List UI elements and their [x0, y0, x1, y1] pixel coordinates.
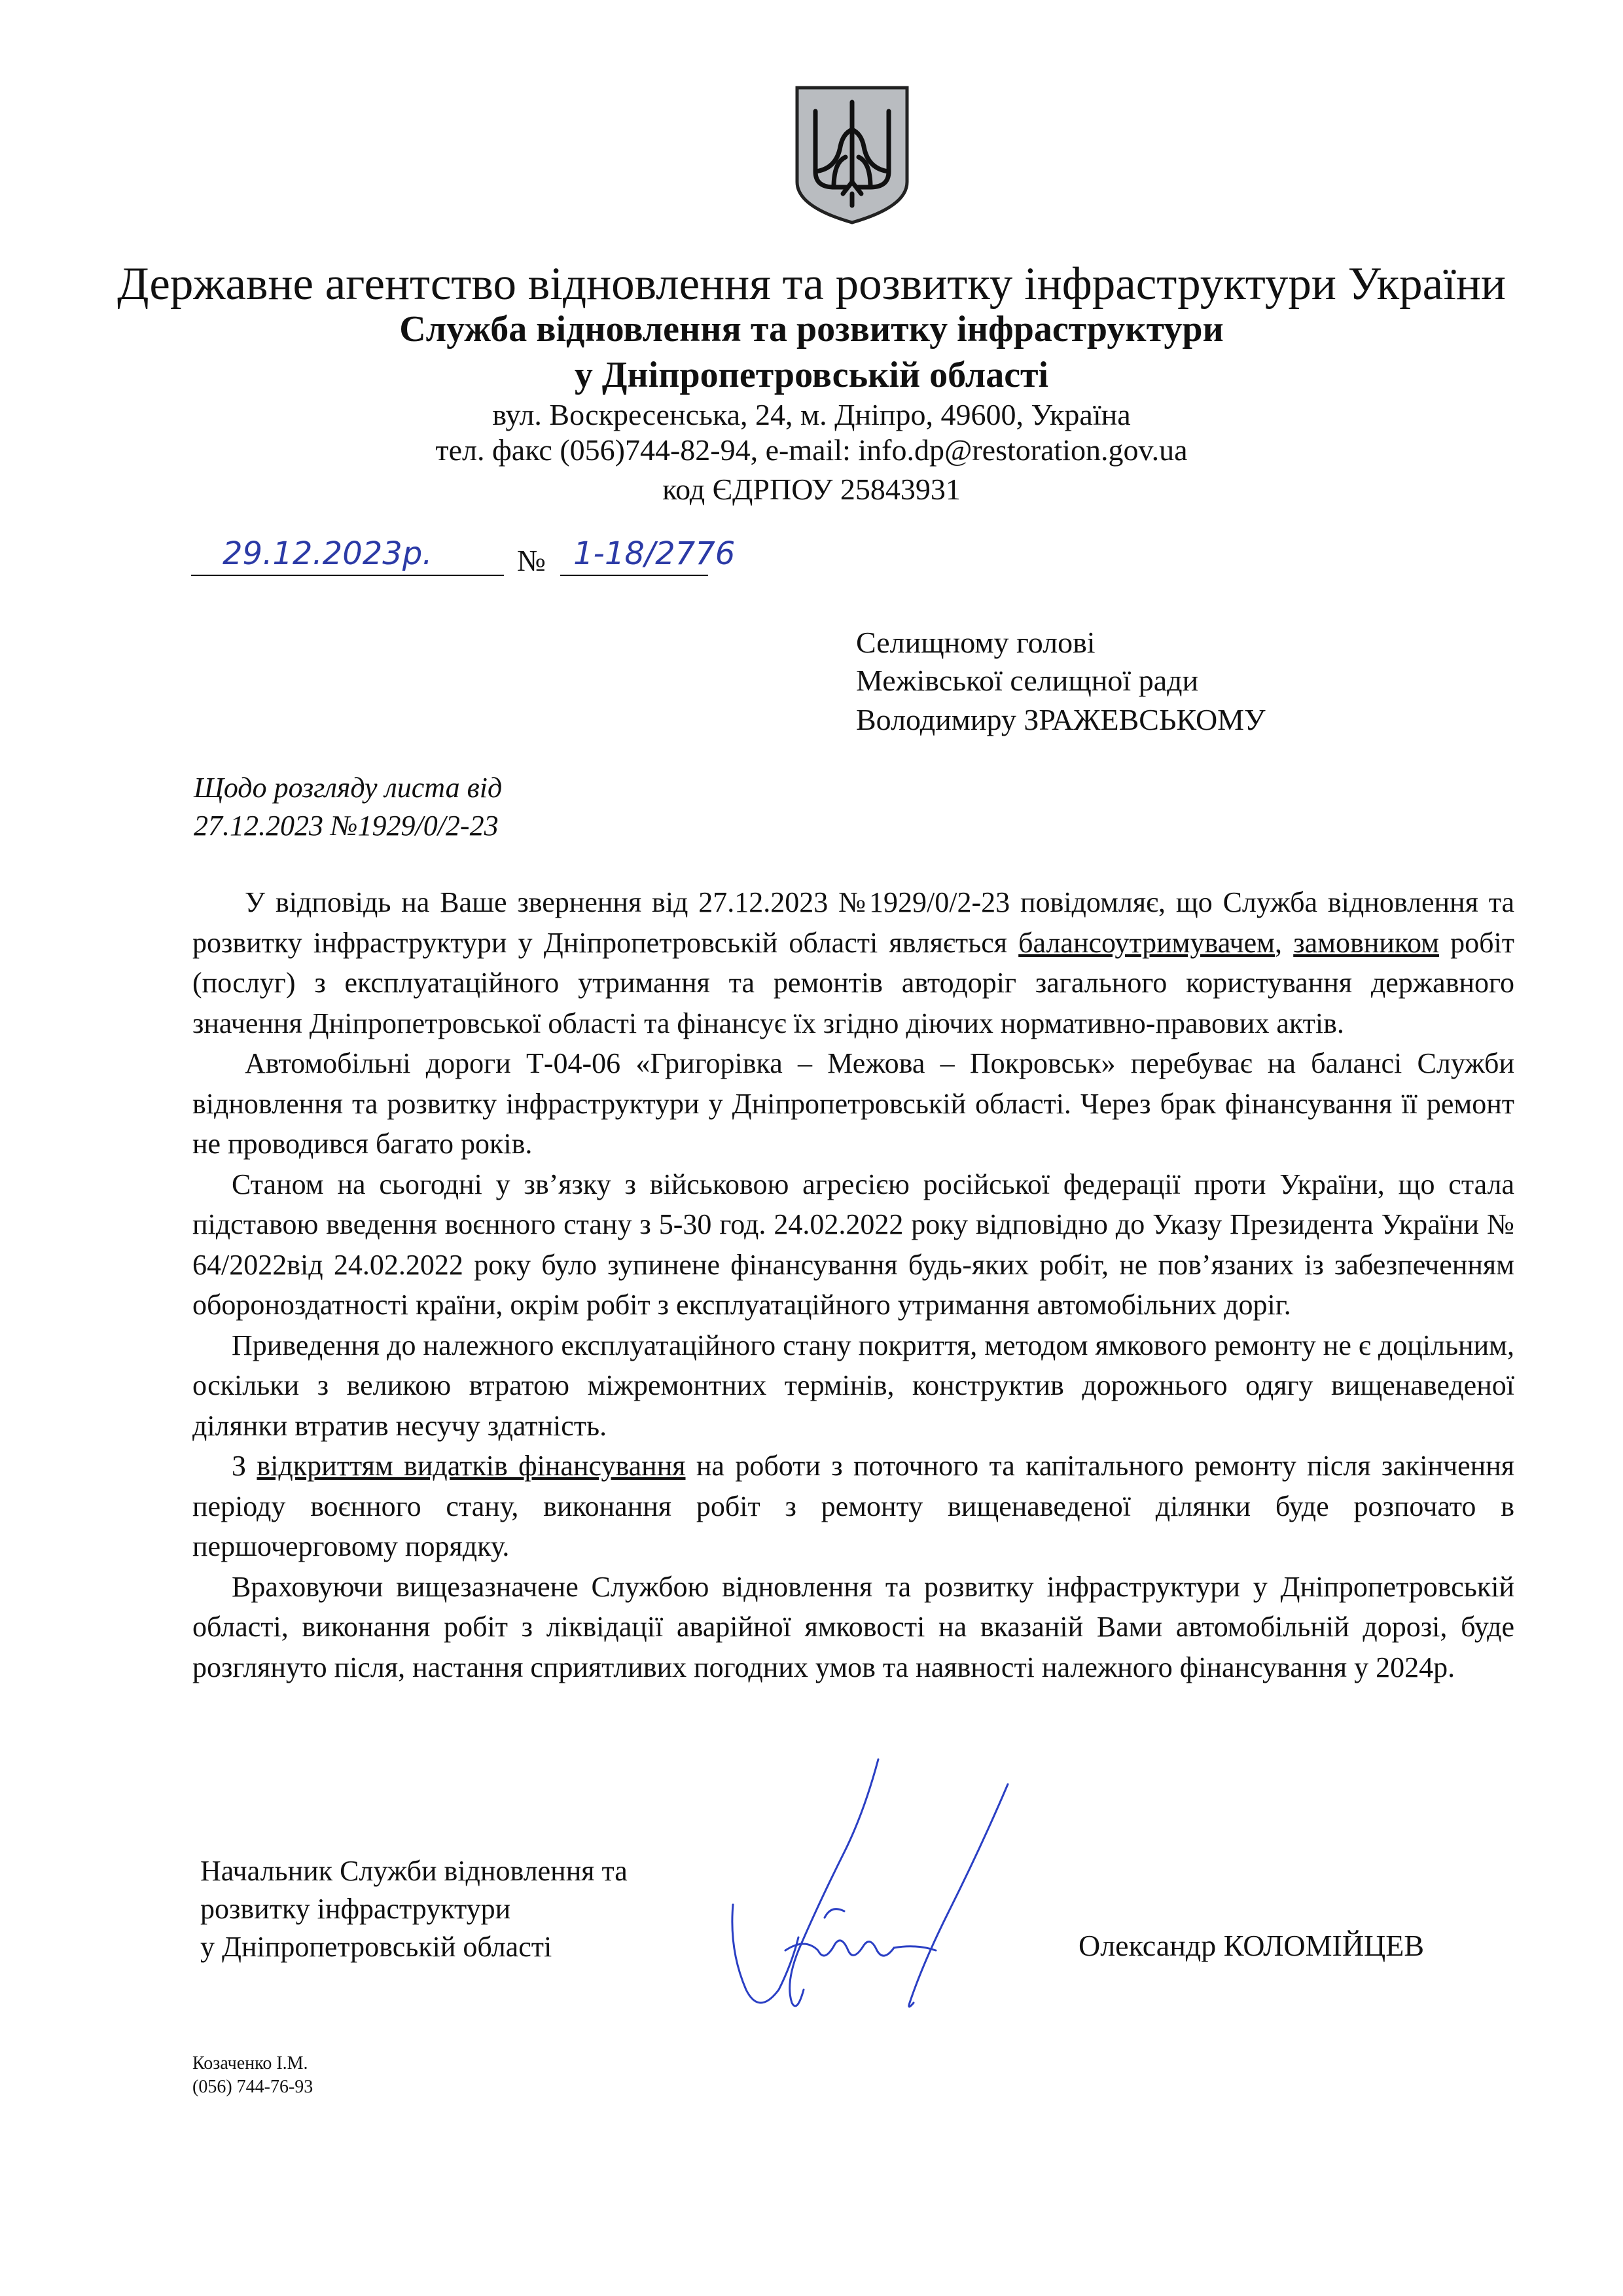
underlined-term: балансоутримувачем: [1018, 926, 1275, 959]
paragraph-text: З: [232, 1450, 257, 1482]
paragraph: Автомобільні дороги Т-04-06 «Григорівка – Межова – Покровськ» перебуває на балансі Служби відновлення та розвитку інфраструктури у Дніпропетровській області. Через брак фінансування її ремонт не проводився багато років.: [192, 1047, 1514, 1160]
paragraph: Станом на сьогодні у зв’язку з військовою агресією російської федерації проти України, що стала підставою введення воєнного стану з 5-30 год. 24.02.2022 року відповідно до Указу Президента України № 64/2022від 24.02.2022 року було зупинене фінансування будь-яких робіт, не пов’язаних із забезпеченням обороноздатності країни, окрім робіт з експлуатаційного утримання автомобільних доріг.: [192, 1168, 1514, 1321]
addressee-line: Селищному голові: [856, 626, 1096, 659]
coat-of-arms-emblem: [793, 84, 911, 225]
service-contacts: тел. факс (056)744-82-94, e-mail: info.dp@restoration.gov.ua: [435, 433, 1188, 467]
signatory-position: Начальник Служби відновлення та: [200, 1855, 628, 1887]
number-line: [560, 573, 708, 576]
agency-name: Державне агентство відновлення та розвитку інфраструктури України: [117, 259, 1506, 310]
addressee-line: Володимиру ЗРАЖЕВСЬКОМУ: [856, 703, 1266, 736]
paragraph-text: на роботи з поточного та капітального ремонту після закінчення періоду воєнного стану, виконання робіт з ремонту вищенаведеної ділянки буде розпочато в першочерговому порядку.: [192, 1450, 1515, 1562]
service-edrpou: код ЄДРПОУ 25843931: [662, 473, 961, 506]
underlined-term: замовником: [1293, 926, 1439, 959]
underlined-term: відкриттям видатків фінансування: [257, 1450, 686, 1482]
paragraph: [192, 1446, 1514, 1567]
handwritten-signature: [720, 1754, 1086, 2029]
service-region: у Дніпропетровській області: [574, 355, 1049, 395]
executor-name: Козаченко І.М.: [192, 2053, 308, 2073]
subject-line: Щодо розгляду листа від: [194, 772, 503, 804]
paragraph-text: робіт (послуг) з експлуатаційного утримання та ремонтів автодоріг загального користування державного значення Дніпропетровської області та фінансує їх згідно діючих нормативно-правових актів.: [192, 926, 1515, 1039]
service-name: Служба відновлення та розвитку інфраструктури: [399, 309, 1224, 350]
paragraph-text: ,: [1274, 926, 1294, 959]
date-line: [191, 573, 504, 576]
registration-date: 29.12.2023р.: [223, 535, 433, 572]
addressee-line: Межівської селищної ради: [856, 664, 1199, 697]
number-sign: №: [517, 544, 546, 577]
paragraph: Враховуючи вищезазначене Службою відновлення та розвитку інфраструктури у Дніпропетровській області, виконання робіт з ліквідації аварійної ямковості на вказаній Вами автомобільній дорозі, буде розглянуто після, настання сприятливих погодних умов та наявності належного фінансування у 2024р.: [192, 1570, 1514, 1683]
subject-line: 27.12.2023 №1929/0/2-23: [194, 810, 499, 842]
service-address: вул. Воскресенська, 24, м. Дніпро, 49600, Україна: [492, 398, 1131, 431]
registration-number: 1-18/2776: [573, 535, 736, 572]
signatory-position: розвитку інфраструктури: [200, 1893, 511, 1925]
signatory-position: у Дніпропетровській області: [200, 1931, 552, 1963]
executor-phone: (056) 744-76-93: [192, 2077, 313, 2097]
paragraph: [192, 882, 1514, 1043]
paragraph-text: У відповідь на Ваше звернення від 27.12.2023 №1929/0/2-23 повідомляє, що Служба відновлення та розвитку інфраструктури у Дніпропетровській області являється: [192, 886, 1514, 959]
paragraph: Приведення до належного експлуатаційного стану покриття, методом ямкового ремонту не є доцільним, оскільки з великою втратою міжремонтних термінів, конструктив дорожнього одягу вищенаведеної ділянки втратив несучу здатність.: [192, 1329, 1514, 1442]
letter-body: [192, 882, 1514, 1687]
signatory-name: Олександр КОЛОМІЙЦЕВ: [1079, 1929, 1425, 1962]
